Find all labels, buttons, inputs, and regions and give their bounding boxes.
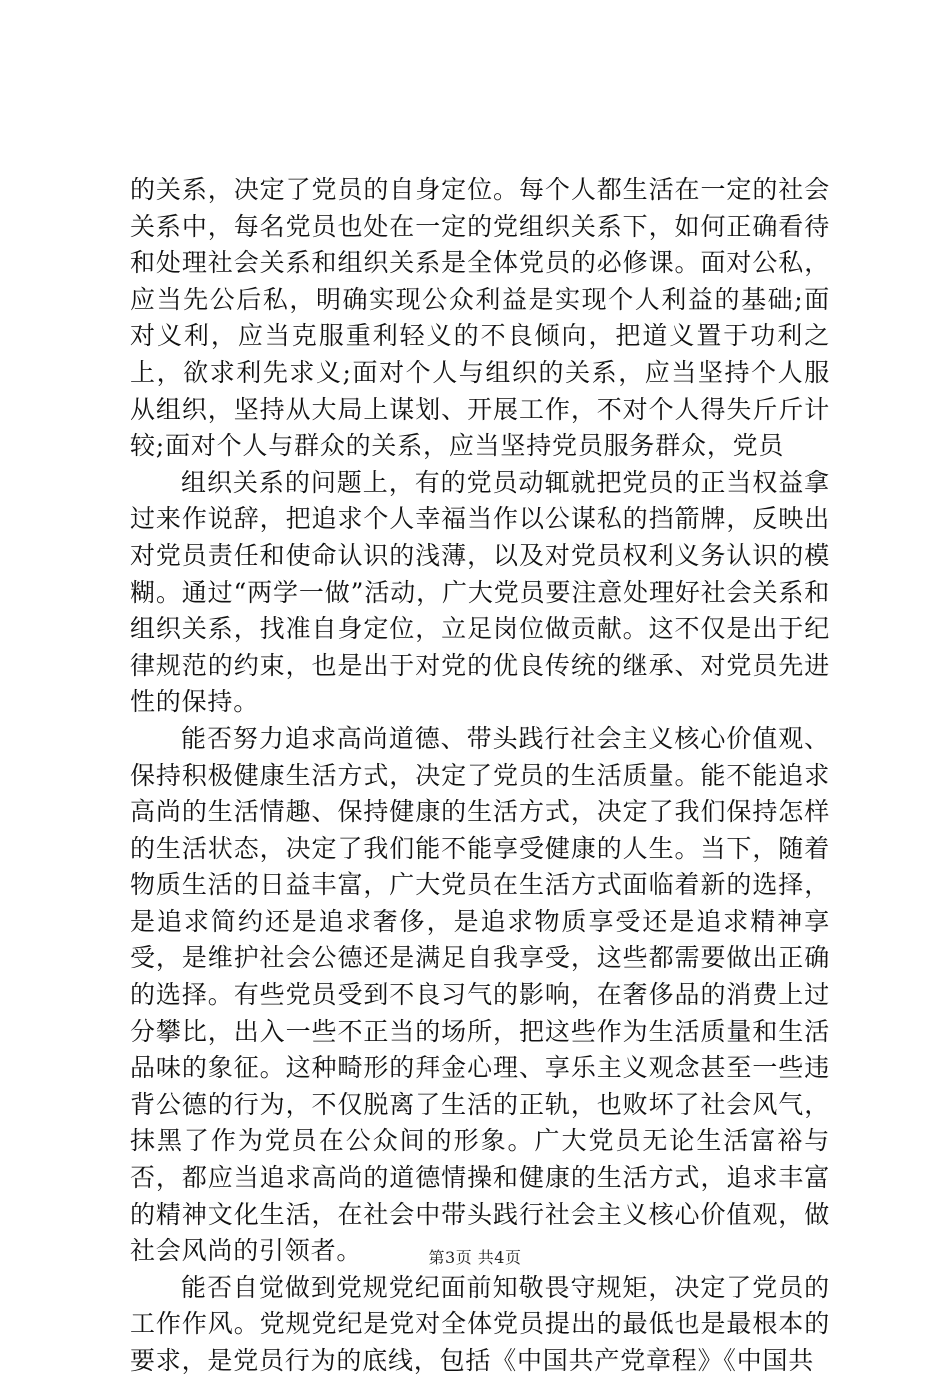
document-body — [130, 172, 830, 1380]
paragraph-life-quality: 能否努力追求高尚道德、带头践行社会主义核心价值观、保持积极健康生活方式，决定了党员的生活质量。能不能追求高尚的生活情趣、保持健康的生活方式，决定了我们保持怎样的生活状态，决定了我们能不能享受健康的人生。当下，随着物质生活的日益丰富，广大党员在生活方式面临着新的选择，是追求简约还是追求奢侈，是追求物质享受还是追求精神享受，是维护社会公德还是满足自我享受，这些都需要做出正确的选择。有些党员受到不良习气的影响，在奢侈品的消费上过分攀比，出入一些不正当的场所，把这些作为生活质量和生活品味的象征。这种畸形的拜金心理、享乐主义观念甚至一些违背公德的行为，不仅脱离了生活的正轨，也败坏了社会风气，抹黑了作为党员在公众间的形象。广大党员无论生活富裕与否，都应当追求高尚的道德情操和健康的生活方式，追求丰富的精神文化生活，在社会中带头践行社会主义核心价值观，做社会风尚的引领者。 — [130, 723, 830, 1266]
paragraph-work-style: 能否自觉做到党规党纪面前知敬畏守规矩，决定了党员的工作作风。党规党纪是党对全体党员提出的最低也是最根本的要求，是党员行为的底线，包括《中国共产党章程》《中国共 — [130, 1272, 830, 1375]
paragraph-organization-relations: 组织关系的问题上，有的党员动辄就把党员的正当权益拿过来作说辞，把追求个人幸福当作以公谋私的挡箭牌，反映出对党员责任和使命认识的浅薄，以及对党员权利义务认识的模糊。通过“两学一做”活动，广大党员要注意处理好社会关系和组织关系，找准自身定位，立足岗位做贡献。这不仅是出于纪律规范的约束，也是出于对党的优良传统的继承、对党员先进性的保持。 — [130, 467, 830, 717]
paragraph-social-relations: 的关系，决定了党员的自身定位。每个人都生活在一定的社会关系中，每名党员也处在一定的党组织关系下，如何正确看待和处理社会关系和组织关系是全体党员的必修课。面对公私，应当先公后私，明确实现公众利益是实现个人利益的基础;面对义利，应当克服重利轻义的不良倾向，把道义置于功利之上，欲求利先求义;面对个人与组织的关系，应当坚持个人服从组织，坚持从大局上谋划、开展工作，不对个人得失斤斤计较;面对个人与群众的关系，应当坚持党员服务群众，党员 — [130, 175, 830, 461]
page-number-footer: 第3页 共4页 — [428, 1248, 522, 1267]
